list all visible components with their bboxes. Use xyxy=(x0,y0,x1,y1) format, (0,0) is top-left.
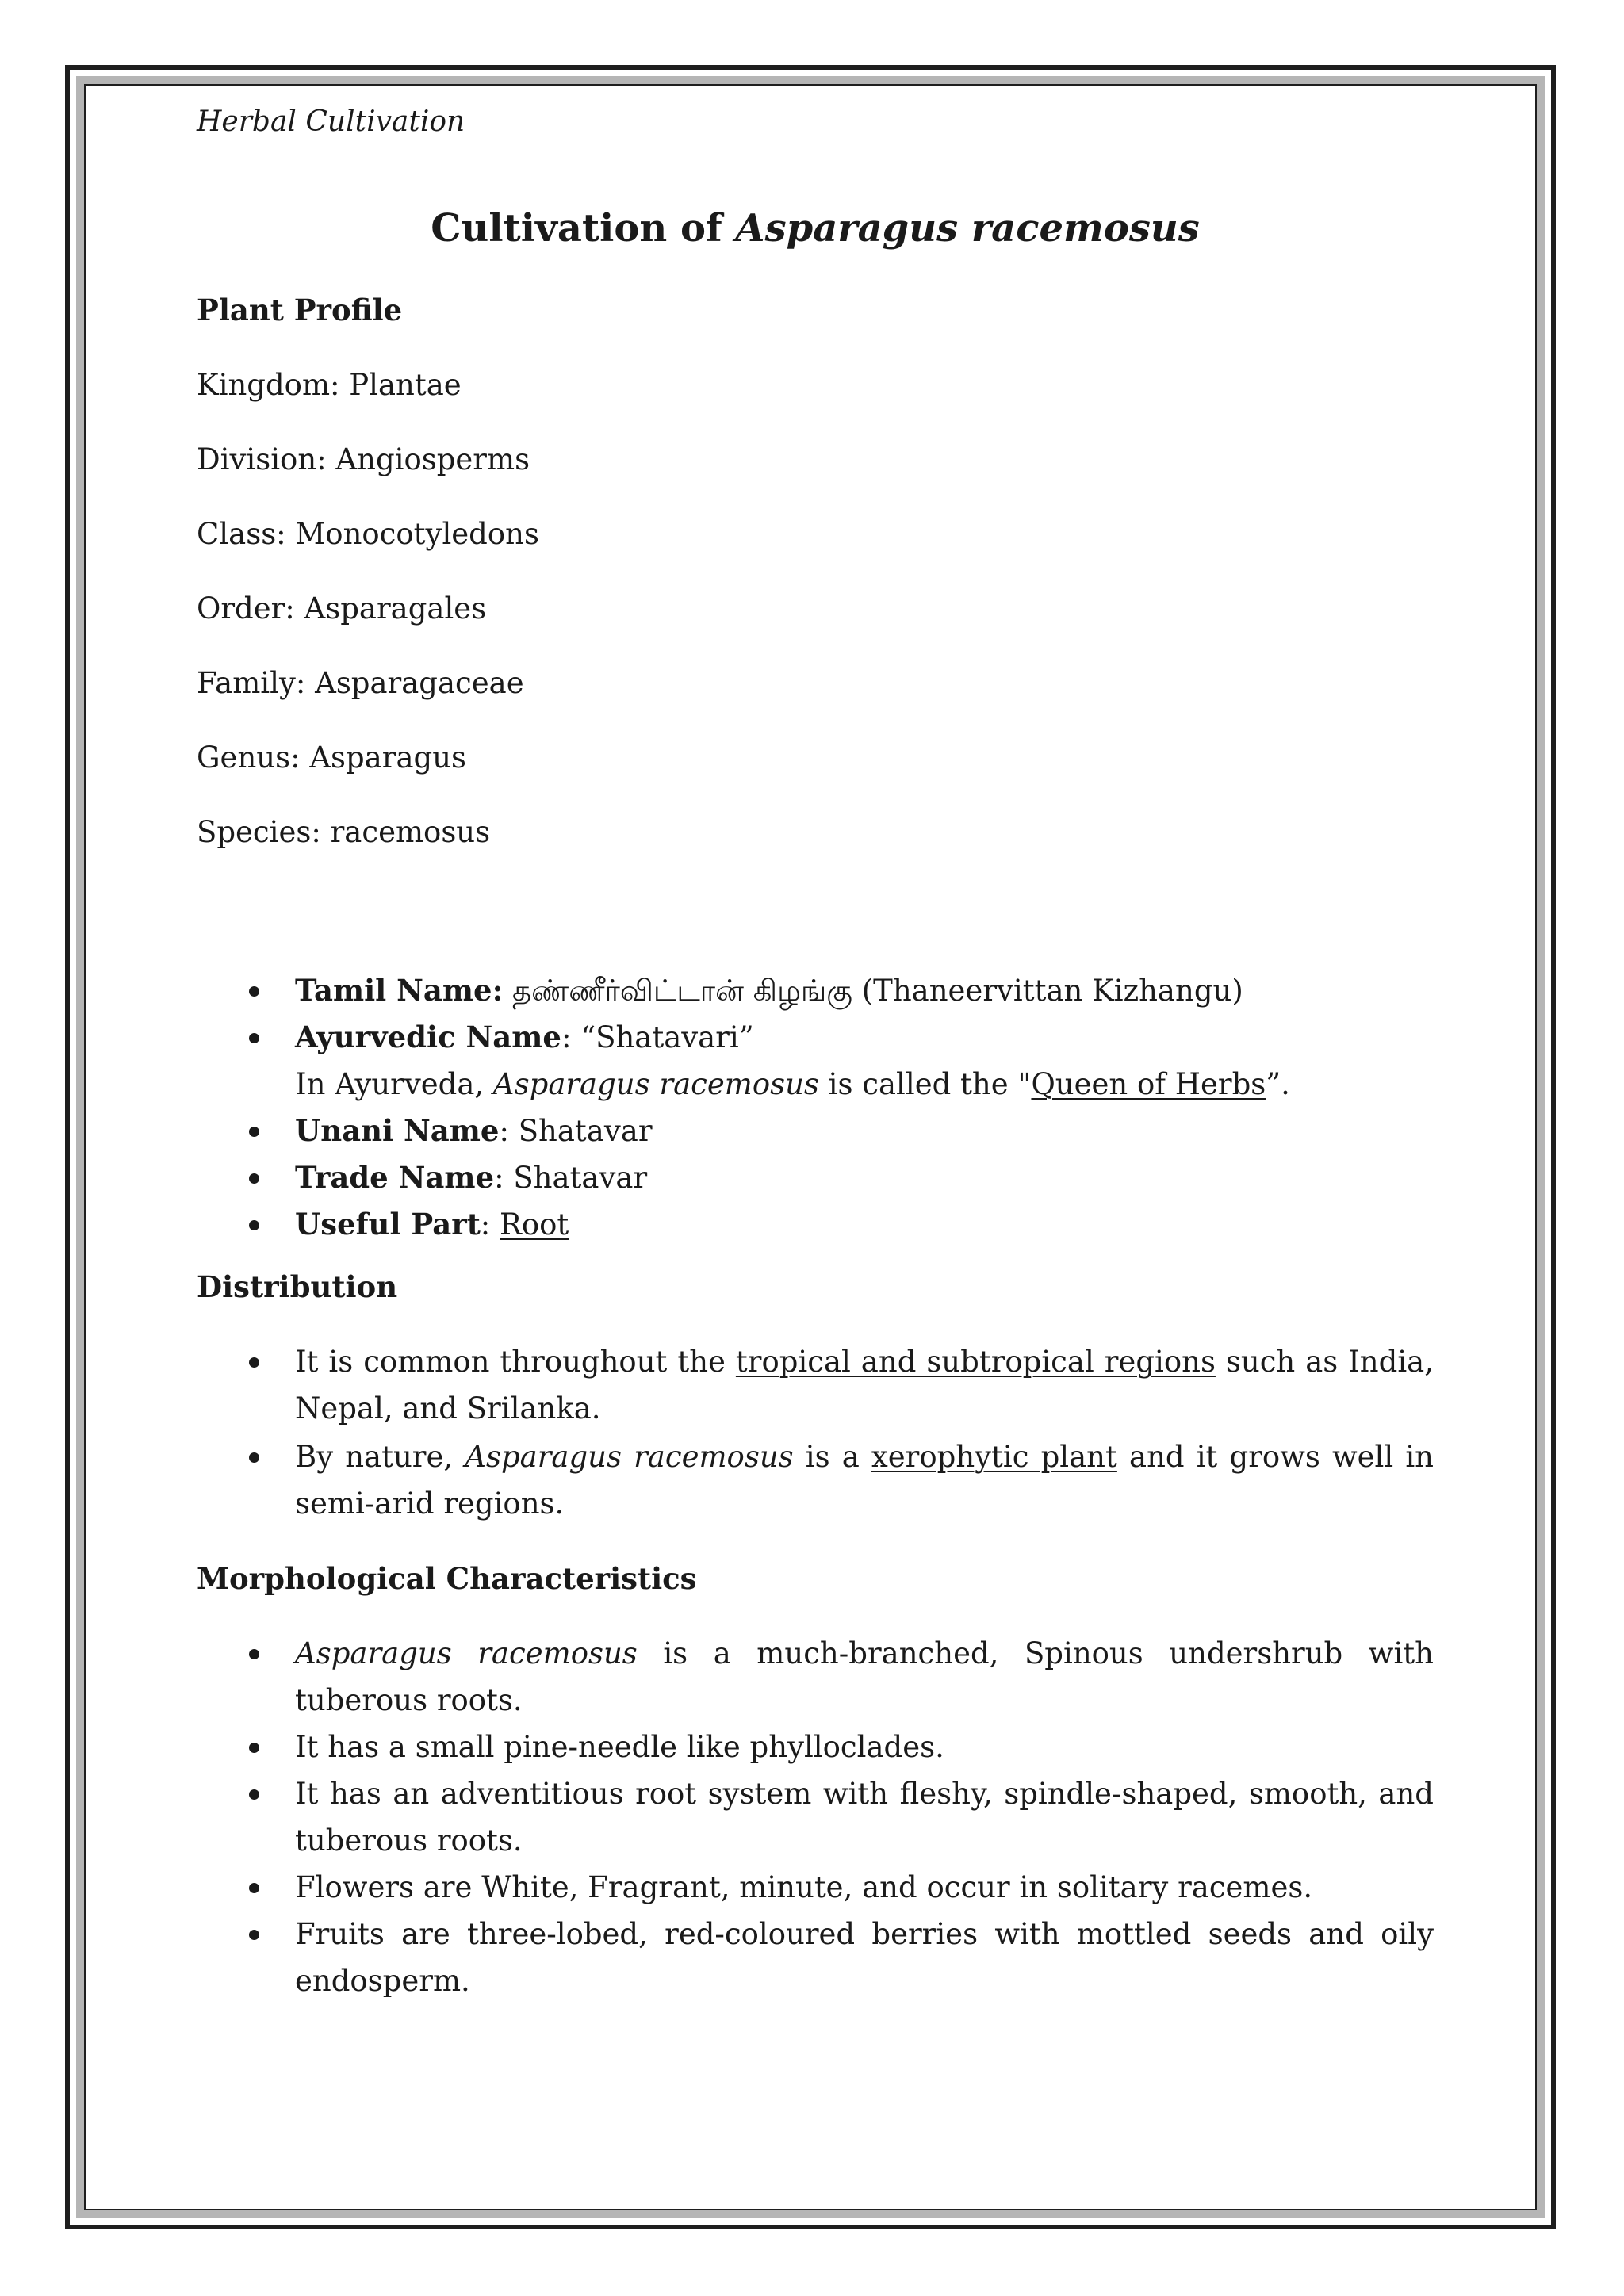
morphology-item-1-post: is a much-branched, Spinous undershrub with tuberous roots. xyxy=(295,1636,1434,1717)
queen-of-herbs-link[interactable]: Queen of Herbs xyxy=(1031,1067,1266,1101)
profile-row-species: Species: racemosus xyxy=(197,815,491,849)
xerophytic-plant-link[interactable]: xerophytic plant xyxy=(871,1440,1117,1474)
distribution-list xyxy=(197,1338,1434,1527)
distribution-item-2 xyxy=(197,1433,1434,1527)
ayurvedic-name-label: Ayurvedic Name xyxy=(295,1020,561,1054)
useful-part-label: Useful Part xyxy=(295,1207,481,1242)
morphology-item-2: It has a small pine-needle like phylloclades. xyxy=(197,1724,1434,1770)
distribution-item-2-species: Asparagus racemosus xyxy=(465,1440,794,1474)
morphology-list xyxy=(197,1630,1434,2004)
list-item-tamil-name xyxy=(197,967,1434,1014)
unani-name-label: Unani Name xyxy=(295,1113,500,1148)
distribution-item-2-mid: is a xyxy=(793,1440,871,1474)
distribution-item-2-post: and it grows well in semi-arid regions. xyxy=(295,1440,1434,1521)
distribution-item-2-pre: By nature, xyxy=(295,1440,465,1474)
morphology-item-1-species: Asparagus racemosus xyxy=(295,1636,638,1670)
distribution-item-1-post: such as India, Nepal, and Srilanka. xyxy=(295,1345,1434,1425)
profile-row-order: Order: Asparagales xyxy=(197,591,487,626)
profile-row-division: Division: Angiosperms xyxy=(197,442,530,476)
running-header: Herbal Cultivation xyxy=(197,105,465,138)
profile-row-family: Family: Asparagaceae xyxy=(197,666,524,700)
trade-name-value: : Shatavar xyxy=(494,1161,648,1195)
tamil-name-label: Tamil Name: xyxy=(295,973,504,1008)
distribution-heading: Distribution xyxy=(197,1269,398,1304)
trade-name-label: Trade Name xyxy=(295,1160,495,1195)
morphology-item-1 xyxy=(197,1630,1434,1724)
names-list xyxy=(197,967,1434,1248)
plant-profile-section xyxy=(197,287,1434,883)
page-title xyxy=(197,197,1434,260)
list-item-useful-part xyxy=(197,1201,1434,1248)
list-item-trade-name xyxy=(197,1154,1434,1201)
ayurvedic-note-pre: In Ayurveda, xyxy=(295,1067,493,1101)
distribution-item-1-pre: It is common throughout the xyxy=(295,1345,736,1379)
morphology-item-3: It has an adventitious root system with fleshy, spindle-shaped, smooth, and tuberous roots. xyxy=(197,1770,1434,1864)
tamil-name-value: தண்ணீர்விட்டான் கிழங்கு (Thaneervittan Kizhangu) xyxy=(503,974,1243,1008)
useful-part-sep: : xyxy=(480,1207,500,1242)
ayurvedic-note xyxy=(295,1061,1434,1108)
distribution-section xyxy=(197,1264,1434,1527)
profile-row-class: Class: Monocotyledons xyxy=(197,517,539,551)
profile-row-genus: Genus: Asparagus xyxy=(197,740,467,775)
distribution-item-1 xyxy=(197,1338,1434,1432)
unani-name-value: : Shatavar xyxy=(499,1114,653,1148)
tropical-regions-link[interactable]: tropical and subtropical regions xyxy=(735,1345,1216,1379)
list-item-ayurvedic-name xyxy=(197,1014,1434,1108)
morphology-section xyxy=(197,1556,1434,2004)
plant-profile-heading: Plant Profile xyxy=(197,293,403,327)
list-item-unani-name xyxy=(197,1108,1434,1154)
root-link[interactable]: Root xyxy=(500,1207,569,1242)
morphology-item-5: Fruits are three-lobed, red-coloured berries with mottled seeds and oily endosperm. xyxy=(197,1911,1434,2004)
morphology-heading: Morphological Characteristics xyxy=(197,1561,697,1596)
morphology-item-4: Flowers are White, Fragrant, minute, and occur in solitary racemes. xyxy=(197,1864,1434,1911)
ayurvedic-name-value: : “Shatavari” xyxy=(561,1020,754,1054)
page-content xyxy=(197,98,1434,1998)
profile-row-kingdom: Kingdom: Plantae xyxy=(197,368,462,402)
ayurvedic-note-post: ”. xyxy=(1266,1067,1290,1101)
ayurvedic-note-species: Asparagus racemosus xyxy=(492,1067,819,1101)
title-prefix: Cultivation of xyxy=(431,206,736,251)
ayurvedic-note-mid: is called the " xyxy=(818,1067,1032,1101)
title-species: Asparagus racemosus xyxy=(735,206,1200,251)
